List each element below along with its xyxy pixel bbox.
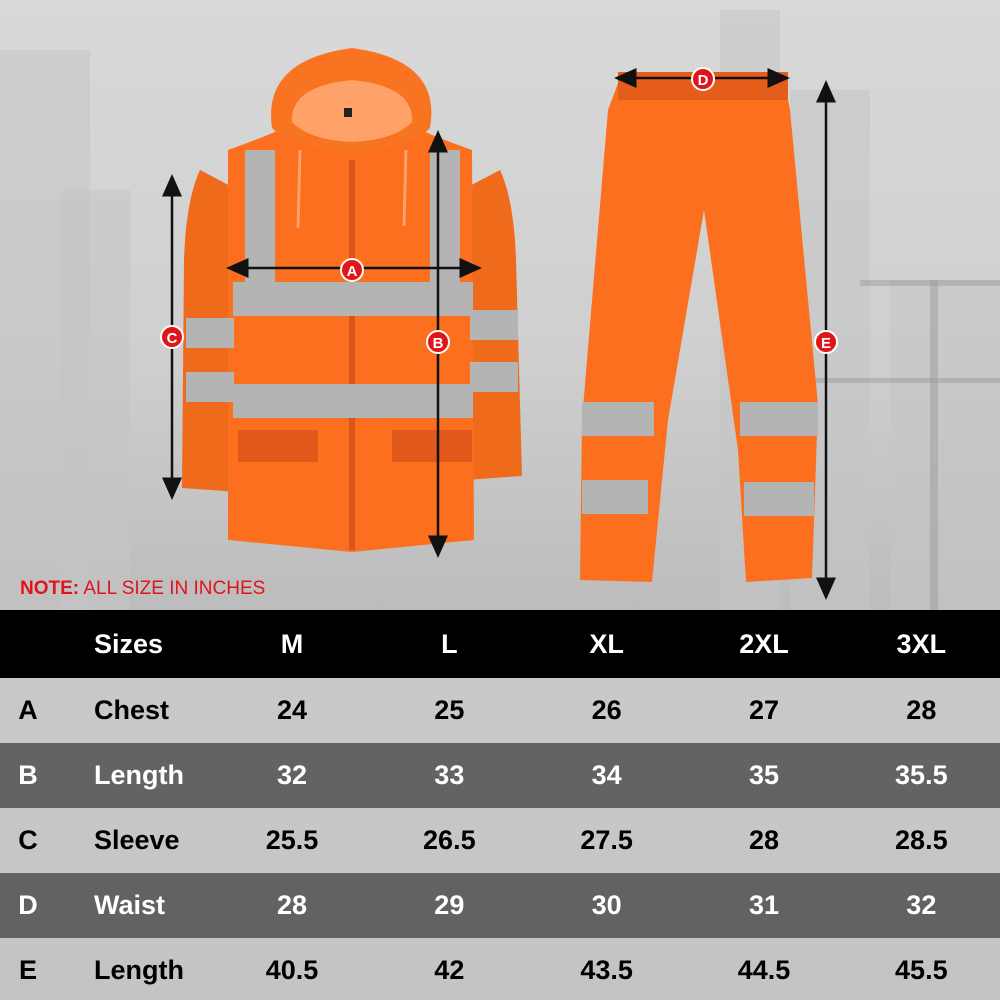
row-label: Chest <box>56 678 213 743</box>
size-value: 40.5 <box>213 938 370 1000</box>
marker-c <box>161 326 183 348</box>
size-value: 31 <box>685 873 842 938</box>
size-value: 35.5 <box>843 743 1000 808</box>
size-value: 28 <box>685 808 842 873</box>
jacket <box>182 48 522 552</box>
table-row <box>0 808 1000 873</box>
size-value: 26 <box>528 678 685 743</box>
table-row <box>0 873 1000 938</box>
row-label: Waist <box>56 873 213 938</box>
size-header: 2XL <box>685 610 842 678</box>
row-letter: B <box>0 743 56 808</box>
size-header: XL <box>528 610 685 678</box>
size-value: 34 <box>528 743 685 808</box>
size-value: 27 <box>685 678 842 743</box>
row-letter: D <box>0 873 56 938</box>
table-row <box>0 678 1000 743</box>
row-letter: E <box>0 938 56 1000</box>
size-header: 3XL <box>843 610 1000 678</box>
size-value: 24 <box>213 678 370 743</box>
table-row <box>0 743 1000 808</box>
marker-d <box>692 68 714 90</box>
size-value: 26.5 <box>371 808 528 873</box>
size-value: 25.5 <box>213 808 370 873</box>
svg-text:D: D <box>697 72 709 89</box>
size-value: 28.5 <box>843 808 1000 873</box>
row-label: Length <box>56 743 213 808</box>
table-header-row <box>0 610 1000 678</box>
letter-header <box>0 610 56 678</box>
pants <box>580 72 818 582</box>
size-header: L <box>371 610 528 678</box>
note-text: ALL SIZE IN INCHES <box>83 578 266 599</box>
marker-a <box>341 259 363 281</box>
size-value: 28 <box>843 678 1000 743</box>
size-header: M <box>213 610 370 678</box>
size-value: 32 <box>213 743 370 808</box>
row-label: Length <box>56 938 213 1000</box>
svg-text:C: C <box>166 330 178 347</box>
size-value: 25 <box>371 678 528 743</box>
marker-e <box>815 331 837 353</box>
size-value: 44.5 <box>685 938 842 1000</box>
row-letter: C <box>0 808 56 873</box>
svg-text:E: E <box>820 335 832 352</box>
size-value: 32 <box>843 873 1000 938</box>
sizes-header: Sizes <box>56 610 213 678</box>
size-value: 28 <box>213 873 370 938</box>
size-value: 35 <box>685 743 842 808</box>
size-note <box>20 578 265 600</box>
row-letter: A <box>0 678 56 743</box>
svg-text:A: A <box>346 263 358 280</box>
note-prefix: NOTE: <box>20 578 80 599</box>
size-value: 45.5 <box>843 938 1000 1000</box>
table-row <box>0 938 1000 1000</box>
marker-b <box>427 331 449 353</box>
size-value: 27.5 <box>528 808 685 873</box>
size-value: 33 <box>371 743 528 808</box>
size-value: 43.5 <box>528 938 685 1000</box>
size-value: 29 <box>371 873 528 938</box>
svg-text:B: B <box>432 335 444 352</box>
size-value: 42 <box>371 938 528 1000</box>
row-label: Sleeve <box>56 808 213 873</box>
size-table <box>0 610 1000 1000</box>
size-value: 30 <box>528 873 685 938</box>
